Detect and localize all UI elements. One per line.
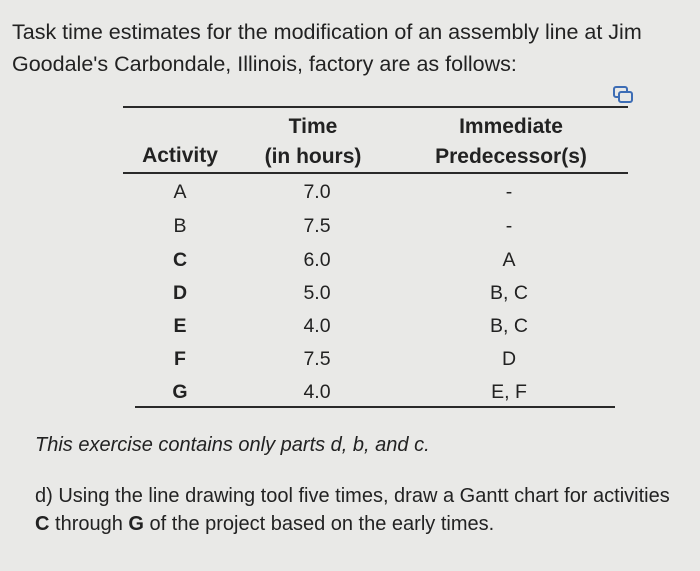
- intro-text: Task time estimates for the modification of an assembly line at Jim Goodale's Carbondale, Illinois, factory are as follows:: [12, 20, 642, 76]
- header-pred-line1: Immediate: [459, 115, 563, 138]
- cell-activity-c: C: [172, 249, 188, 271]
- header-predecessors: [420, 112, 602, 172]
- cell-pred-b: -: [505, 215, 513, 237]
- cell-pred-d: B, C: [490, 282, 528, 304]
- header-pred-line2: Predecessor(s): [435, 145, 587, 168]
- cell-pred-c: A: [502, 249, 516, 271]
- cell-time-a: 7.0: [303, 181, 331, 203]
- header-time-line2: (in hours): [264, 145, 362, 168]
- cell-time-g: 4.0: [303, 381, 331, 403]
- exercise-note: This exercise contains only parts d, b, and c.: [35, 434, 430, 456]
- cell-activity-e: E: [173, 315, 187, 337]
- cell-activity-g: G: [172, 381, 188, 403]
- header-time: [252, 112, 374, 172]
- question-part3: of the project based on the early times.: [143, 513, 495, 535]
- table-header-rule: [123, 172, 628, 174]
- copy-icon[interactable]: [612, 85, 634, 105]
- question-bold-c: C: [35, 513, 50, 535]
- cell-time-d: 5.0: [303, 282, 331, 304]
- cell-activity-f: F: [174, 348, 186, 370]
- question-bold-g: G: [128, 513, 144, 535]
- cell-activity-a: A: [173, 181, 187, 203]
- header-time-line1: Time: [288, 115, 338, 138]
- cell-time-e: 4.0: [303, 315, 331, 337]
- cell-time-f: 7.5: [303, 348, 331, 370]
- cell-pred-g: E, F: [491, 381, 527, 403]
- cell-pred-a: -: [505, 181, 513, 203]
- cell-pred-e: B, C: [490, 315, 528, 337]
- table-bottom-rule: [135, 406, 615, 408]
- cell-pred-f: D: [501, 348, 517, 370]
- question-text: [35, 482, 685, 538]
- cell-time-c: 6.0: [303, 249, 331, 271]
- cell-time-b: 7.5: [303, 215, 331, 237]
- header-activity: Activity: [142, 144, 218, 167]
- question-part2: through: [49, 513, 129, 535]
- cell-activity-b: B: [173, 215, 187, 237]
- question-part1: d) Using the line drawing tool five times, draw a Gantt chart for activities: [35, 485, 670, 507]
- cell-activity-d: D: [172, 282, 188, 304]
- table-top-rule: [123, 106, 628, 108]
